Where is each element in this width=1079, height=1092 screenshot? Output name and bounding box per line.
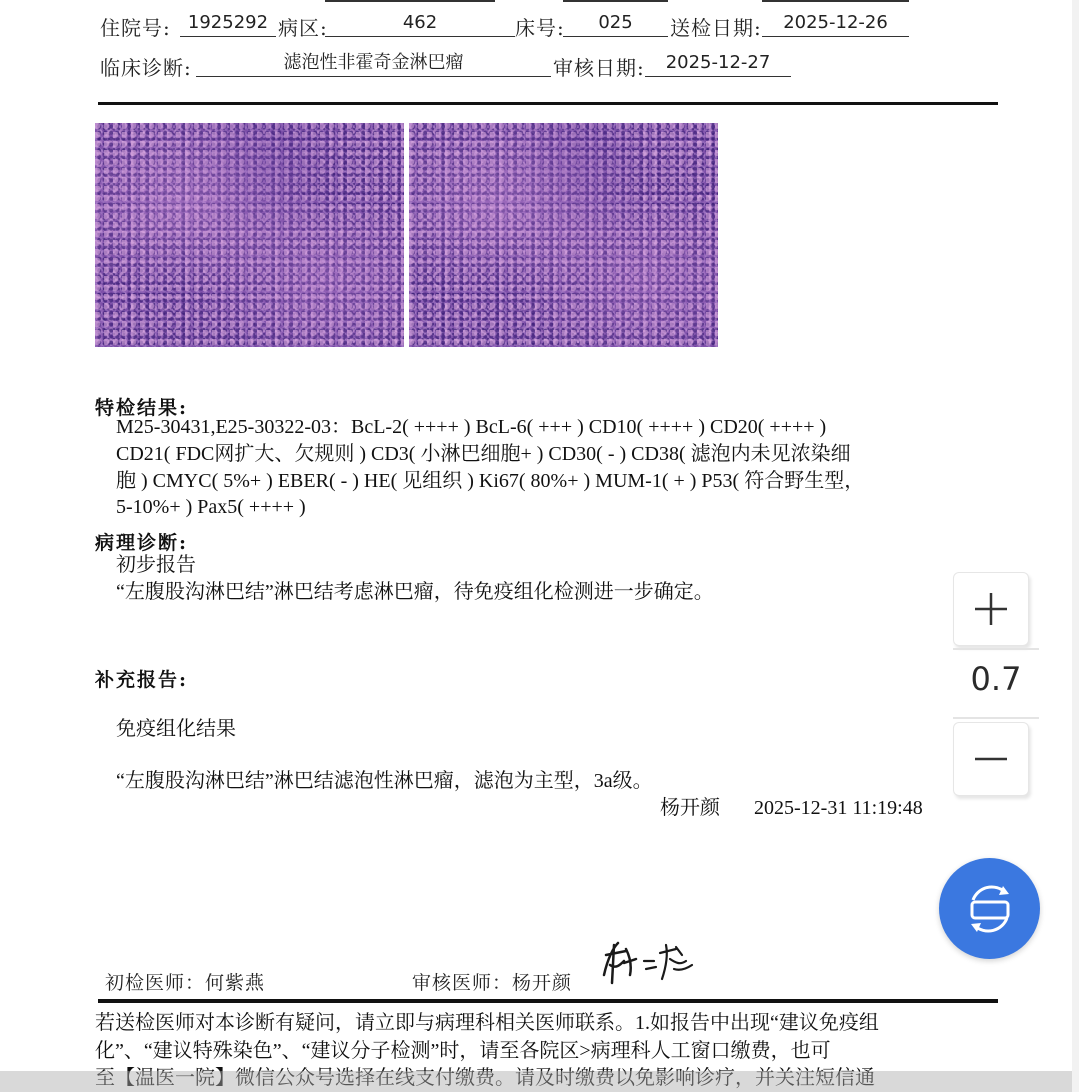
review-date-label: 审核日期: — [553, 56, 645, 80]
admission-number: 1925292 — [180, 10, 276, 37]
header-top-line — [762, 0, 909, 2]
rotate-screen-button[interactable] — [939, 858, 1040, 959]
review-physician: 审核医师：杨开颜 — [412, 972, 573, 994]
special-tests-title: 特检结果: — [95, 397, 189, 419]
plus-icon — [971, 589, 1011, 629]
review-date: 2025-12-27 — [645, 50, 791, 77]
submit-date: 2025-12-26 — [762, 10, 909, 37]
header-top-line — [325, 0, 495, 2]
clinical-diagnosis: 滤泡性非霍奇金淋巴瘤 — [196, 50, 551, 77]
submit-date-label: 送检日期: — [670, 16, 762, 40]
handwritten-signature — [596, 935, 701, 990]
scroll-edge — [1072, 0, 1079, 1092]
supplement-title: 补充报告: — [95, 669, 189, 691]
special-tests-line: CD21( FDC网扩大、欠规则 ) CD3( 小淋巴细胞+ ) CD30( - ) CD38( 滤泡内未见浓染细 — [116, 443, 851, 465]
system-nav-bar — [0, 1071, 1079, 1092]
footer-divider — [98, 999, 998, 1003]
zoom-level-readout: 0.7 — [970, 660, 1022, 698]
header-divider — [98, 102, 998, 105]
rotate-screen-icon — [959, 878, 1021, 940]
supplement-timestamp: 2025-12-31 11:19:48 — [754, 797, 923, 819]
clinical-diagnosis-label: 临床诊断: — [100, 56, 192, 80]
pathology-diagnosis-title: 病理诊断: — [95, 532, 189, 554]
initial-physician: 初检医师：何紫燕 — [105, 972, 266, 994]
preliminary-report-label: 初步报告 — [116, 554, 196, 576]
admission-label: 住院号: — [100, 16, 171, 40]
header-row-patient — [0, 10, 1000, 50]
disclaimer-line: 化”、“建议特殊染色”、“建议分子检测”时，请至各院区>病理科人工窗口缴费，也可 — [95, 1039, 831, 1062]
header-top-line — [563, 0, 668, 2]
bed-label: 床号: — [515, 16, 565, 40]
preliminary-diagnosis-text: “左腹股沟淋巴结”淋巴结考虑淋巴瘤，待免疫组化检测进一步确定。 — [116, 581, 714, 603]
ward-number: 462 — [325, 10, 515, 37]
histology-image-right — [409, 123, 718, 347]
bed-number: 025 — [563, 10, 668, 37]
zoom-out-button[interactable] — [953, 722, 1029, 796]
disclaimer-line: 若送检医师对本诊断有疑问，请立即与病理科相关医师联系。1.如报告中出现“建议免疫组 — [95, 1012, 879, 1034]
supplement-signer: 杨开颜 — [660, 797, 720, 819]
header-row-diagnosis — [0, 50, 1000, 90]
ward-label: 病区: — [278, 16, 328, 40]
minus-icon — [971, 739, 1011, 779]
final-diagnosis-text: “左腹股沟淋巴结”淋巴结滤泡性淋巴瘤，滤泡为主型，3a级。 — [116, 770, 653, 792]
special-tests-line: M25-30431,E25-30322-03：BcL-2( ++++ ) BcL-6( +++ ) CD10( ++++ ) CD20( ++++ ) — [116, 416, 827, 438]
zoom-divider — [953, 717, 1039, 719]
zoom-in-button[interactable] — [953, 572, 1029, 646]
special-tests-line: 胞 ) CMYC( 5%+ ) EBER( - ) HE( 见组织 ) Ki67( 80%+ ) MUM-1( + ) P53( 符合野生型， — [116, 470, 865, 492]
special-tests-line: 5-10%+ ) Pax5( ++++ ) — [116, 496, 306, 518]
zoom-divider — [953, 648, 1039, 650]
histology-image-left — [95, 123, 404, 347]
disclaimer-line: 至【温医一院】微信公众号选择在线支付缴费。请及时缴费以免影响诊疗，并关注短信通 — [95, 1067, 875, 1089]
ihc-result-label: 免疫组化结果 — [116, 718, 236, 740]
